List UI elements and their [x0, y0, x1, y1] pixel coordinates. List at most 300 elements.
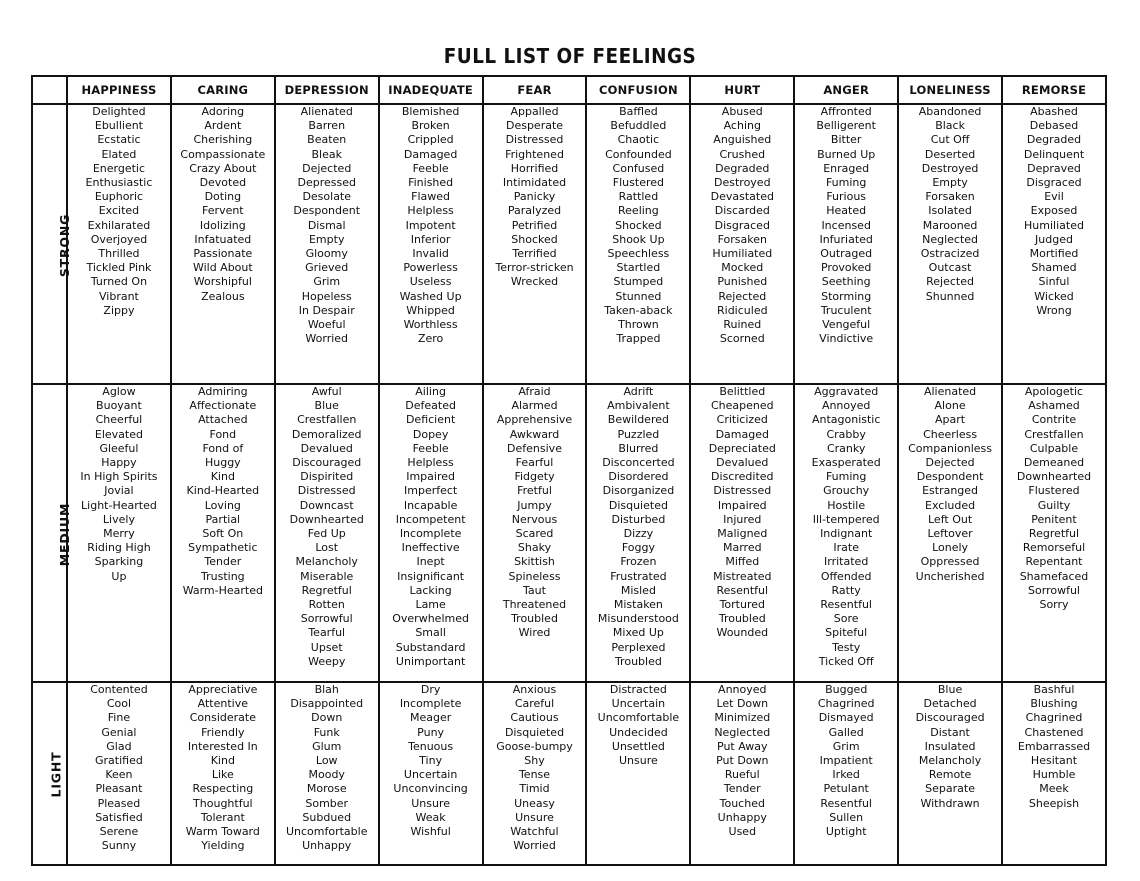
feeling-word: Huggy	[204, 456, 241, 470]
feeling-word: Bitter	[830, 133, 862, 147]
feeling-word: Ridiculed	[717, 303, 768, 317]
feeling-word: Put Away	[717, 739, 768, 753]
feeling-word: Terrified	[512, 247, 557, 261]
feeling-word: Kind	[210, 754, 235, 768]
feeling-word: Skittish	[514, 555, 555, 569]
feeling-word: Vindictive	[819, 332, 874, 346]
feeling-word: Dizzy	[623, 527, 654, 541]
feeling-word: Remorseful	[1022, 541, 1086, 555]
feeling-word: Annoyed	[821, 399, 871, 413]
feeling-word: Fervent	[202, 204, 244, 218]
feeling-word: Worried	[513, 839, 556, 853]
feeling-word: Galled	[828, 725, 864, 739]
feeling-word: Invalid	[412, 247, 449, 261]
feeling-word: Aglow	[102, 385, 136, 398]
feeling-word: Nervous	[511, 512, 558, 526]
feeling-word: Mixed Up	[612, 626, 664, 640]
feeling-word: Discarded	[714, 204, 770, 218]
feeling-word: Maligned	[717, 527, 768, 541]
feeling-word: Downhearted	[289, 512, 364, 526]
feeling-word: Kind-Hearted	[186, 484, 260, 498]
feeling-word: Separate	[925, 782, 975, 796]
feelings-cell	[483, 104, 587, 384]
feeling-word: Broken	[411, 119, 450, 133]
feeling-word: Wrecked	[510, 275, 559, 289]
feeling-word: Seething	[821, 275, 871, 289]
feeling-word: Shaky	[517, 541, 552, 555]
feeling-word: Foggy	[621, 541, 655, 555]
feeling-word: Glum	[312, 739, 342, 753]
feeling-word: In Despair	[298, 303, 355, 317]
feeling-word: Cherishing	[193, 133, 253, 147]
feeling-word: Discouraged	[292, 456, 362, 470]
feeling-word: Shamefaced	[1019, 569, 1089, 583]
feeling-word: Horrified	[510, 161, 559, 175]
feeling-word: Attentive	[197, 697, 248, 711]
feeling-word: Trapped	[616, 332, 661, 346]
feeling-word: Zippy	[103, 303, 135, 317]
feeling-word: Outraged	[820, 247, 873, 261]
feeling-word: Incompetent	[395, 512, 466, 526]
feeling-word: Lively	[102, 512, 135, 526]
feeling-word: Indignant	[820, 527, 873, 541]
feeling-word: Rejected	[926, 275, 974, 289]
feeling-word: Buoyant	[96, 399, 142, 413]
feeling-word: Fuming	[825, 176, 867, 190]
feeling-word: Unsure	[619, 754, 658, 768]
feeling-word: Sympathetic	[188, 541, 258, 555]
feeling-word: Degraded	[1026, 133, 1082, 147]
feeling-word: Up	[111, 569, 127, 583]
feeling-word: Destroyed	[714, 176, 771, 190]
feeling-word: Disorganized	[602, 484, 675, 498]
feeling-word: Useless	[409, 275, 452, 289]
feeling-word: Tender	[723, 782, 761, 796]
row-label-cell	[32, 104, 73, 384]
feeling-word: Wild About	[192, 261, 253, 275]
feeling-word: Kind	[210, 470, 235, 484]
feeling-word: Embarrassed	[1017, 739, 1091, 753]
feeling-word: Small	[415, 626, 446, 640]
feeling-word: Devalued	[716, 456, 769, 470]
feeling-word: Demeaned	[1023, 456, 1085, 470]
feeling-word: Downhearted	[1016, 470, 1092, 484]
feeling-word: Depressed	[297, 176, 356, 190]
feeling-word: Apologetic	[1024, 385, 1084, 398]
feeling-word: Alarmed	[511, 399, 558, 413]
feeling-word: Gloomy	[305, 247, 348, 261]
corner-cell	[32, 76, 67, 104]
feeling-word: Unhappy	[302, 839, 352, 853]
feeling-word: Merry	[103, 527, 135, 541]
feeling-word: Down	[311, 711, 343, 725]
feeling-word: Disgraced	[714, 218, 770, 232]
feeling-word: Startled	[616, 261, 661, 275]
feeling-word: Annoyed	[718, 683, 767, 696]
feeling-word: Warm Toward	[185, 825, 260, 839]
feeling-word: Leftover	[927, 527, 973, 541]
feeling-word: Spineless	[508, 569, 561, 583]
feeling-word: Sorrowful	[300, 612, 353, 626]
feeling-word: Infatuated	[194, 232, 252, 246]
feeling-word: Debased	[1029, 119, 1079, 133]
feeling-word: Delighted	[92, 105, 146, 118]
feeling-word: Adrift	[623, 385, 654, 398]
row-label: STRONG	[57, 213, 73, 277]
feeling-word: Like	[211, 768, 234, 782]
feelings-cell	[690, 104, 794, 384]
feeling-word: Chagrined	[817, 697, 875, 711]
feeling-word: Defeated	[405, 399, 456, 413]
feeling-word: Scared	[515, 527, 554, 541]
feeling-word: Bugged	[825, 683, 868, 696]
feeling-word: Dejected	[925, 456, 975, 470]
feeling-word: Admiring	[198, 385, 248, 398]
feeling-word: Shunned	[925, 289, 975, 303]
feeling-word: Ratty	[831, 583, 861, 597]
feeling-word: Shamed	[1031, 261, 1077, 275]
feeling-word: Petulant	[823, 782, 869, 796]
feeling-word: Contented	[90, 683, 148, 696]
feeling-word: Respecting	[192, 782, 254, 796]
feeling-word: Spiteful	[825, 626, 868, 640]
feeling-word: Fond of	[202, 441, 244, 455]
feeling-word: Cool	[106, 697, 132, 711]
feelings-cell	[586, 682, 690, 865]
feeling-word: Subdued	[302, 810, 352, 824]
feeling-word: Enthusiastic	[85, 176, 153, 190]
feeling-word: Meager	[409, 711, 452, 725]
feeling-word: Sore	[833, 612, 859, 626]
feeling-word: Distressed	[505, 133, 564, 147]
feeling-word: Light-Hearted	[81, 498, 157, 512]
feeling-word: Fidgety	[514, 470, 555, 484]
feeling-word: Devoted	[199, 176, 247, 190]
feeling-word: Blue	[314, 399, 339, 413]
feeling-word: Serene	[99, 825, 139, 839]
feeling-word: Jovial	[104, 484, 134, 498]
feeling-word: Disquieted	[608, 498, 668, 512]
feeling-word: Flustered	[1028, 484, 1080, 498]
feelings-cell	[171, 384, 275, 682]
feeling-word: Worthless	[403, 318, 458, 332]
feeling-word: Chaotic	[617, 133, 660, 147]
feeling-word: Fuming	[825, 470, 867, 484]
feeling-word: Regretful	[1028, 527, 1080, 541]
feeling-word: Overjoyed	[90, 232, 148, 246]
feeling-word: Timid	[519, 782, 550, 796]
feeling-word: Keen	[105, 768, 133, 782]
feelings-cell	[67, 384, 171, 682]
feeling-word: Forsaken	[925, 190, 975, 204]
feelings-cell	[379, 384, 483, 682]
feeling-word: Uncertain	[611, 697, 666, 711]
feeling-word: Marooned	[922, 218, 978, 232]
feeling-word: Exhilarated	[87, 218, 151, 232]
feeling-word: Insulated	[924, 739, 976, 753]
feeling-word: Regretful	[301, 583, 352, 597]
feeling-word: Antagonistic	[811, 413, 881, 427]
feeling-word: Appalled	[510, 105, 559, 118]
feeling-word: Perplexed	[611, 640, 666, 654]
feeling-word: Fine	[107, 711, 131, 725]
feeling-word: Affectionate	[189, 399, 257, 413]
feeling-word: Ruined	[723, 318, 762, 332]
feeling-word: Ecstatic	[97, 133, 141, 147]
row-label-cell	[32, 384, 73, 682]
column-header: REMORSE	[1002, 76, 1106, 104]
feeling-word: Bewildered	[607, 413, 669, 427]
feeling-word: Injured	[723, 512, 762, 526]
feeling-word: Lacking	[409, 583, 452, 597]
intensity-row	[32, 384, 1106, 682]
feeling-word: Misunderstood	[597, 612, 679, 626]
feeling-word: Tiny	[419, 754, 443, 768]
feeling-word: Distant	[930, 725, 970, 739]
feeling-word: Disturbed	[611, 512, 666, 526]
feeling-word: Friendly	[201, 725, 245, 739]
feeling-word: Helpless	[407, 456, 454, 470]
feeling-word: Melancholy	[295, 555, 358, 569]
feeling-word: Blue	[937, 683, 963, 696]
feeling-word: Considerate	[189, 711, 256, 725]
feeling-word: Burned Up	[817, 147, 876, 161]
feeling-word: Vibrant	[99, 289, 139, 303]
feelings-cell	[898, 384, 1002, 682]
feeling-word: Repentant	[1025, 555, 1083, 569]
intensity-row	[32, 104, 1106, 384]
feeling-word: Disquieted	[504, 725, 565, 739]
feeling-word: Rotten	[308, 598, 345, 612]
feeling-word: Loving	[204, 498, 241, 512]
feeling-word: Offended	[820, 569, 872, 583]
feelings-cell	[275, 384, 379, 682]
feeling-word: Ebullient	[94, 119, 143, 133]
feeling-word: Ticked Off	[818, 654, 874, 668]
feeling-word: Desperate	[505, 119, 564, 133]
feeling-word: Rejected	[718, 289, 767, 303]
feeling-word: Chastened	[1024, 725, 1084, 739]
feeling-word: Aching	[723, 119, 761, 133]
feeling-word: Marred	[722, 541, 762, 555]
feeling-word: Low	[315, 754, 338, 768]
feeling-word: Reeling	[618, 204, 659, 218]
feeling-word: Mocked	[721, 261, 764, 275]
feeling-word: Vengeful	[822, 318, 871, 332]
feeling-word: Incapable	[403, 498, 458, 512]
column-header: DEPRESSION	[275, 76, 379, 104]
feelings-cell	[794, 682, 898, 865]
feelings-cell	[690, 682, 794, 865]
feeling-word: Depreciated	[708, 441, 776, 455]
feeling-word: Black	[935, 119, 965, 133]
feeling-word: Cheerful	[95, 413, 143, 427]
feeling-word: Moody	[308, 768, 345, 782]
feeling-word: Paralyzed	[507, 204, 562, 218]
feeling-word: Yielding	[201, 839, 245, 853]
feeling-word: Sullen	[829, 810, 864, 824]
column-header: HURT	[690, 76, 794, 104]
feeling-word: Woeful	[307, 318, 346, 332]
feeling-word: Infuriated	[819, 232, 873, 246]
feeling-word: Uneasy	[514, 796, 555, 810]
feelings-cell	[379, 682, 483, 865]
feeling-word: Deficient	[405, 413, 456, 427]
feeling-word: Crazy About	[189, 161, 257, 175]
column-header: HAPPINESS	[67, 76, 171, 104]
feeling-word: Soft On	[202, 527, 244, 541]
feeling-word: Guilty	[1037, 498, 1071, 512]
feelings-cell	[483, 682, 587, 865]
feelings-table	[31, 75, 1107, 866]
feeling-word: Cautious	[510, 711, 559, 725]
feeling-word: Abused	[721, 105, 763, 118]
feeling-word: Blurred	[618, 441, 659, 455]
feeling-word: Pleased	[97, 796, 141, 810]
feeling-word: Tortured	[719, 598, 765, 612]
feeling-word: Warm-Hearted	[182, 583, 263, 597]
feeling-word: Discouraged	[915, 711, 985, 725]
feeling-word: Sheepish	[1028, 796, 1080, 810]
feeling-word: Sunny	[101, 839, 137, 853]
feeling-word: Humble	[1032, 768, 1076, 782]
feeling-word: Evil	[1044, 190, 1064, 204]
feeling-word: Left Out	[928, 512, 973, 526]
feeling-word: Afraid	[518, 385, 551, 398]
feeling-word: Incomplete	[399, 527, 462, 541]
feeling-word: Incensed	[821, 218, 871, 232]
feeling-word: Exasperated	[811, 456, 881, 470]
feeling-word: Riding High	[87, 541, 151, 555]
feeling-word: Substandard	[395, 640, 466, 654]
feeling-word: Remote	[928, 768, 972, 782]
feeling-word: Unsure	[515, 810, 554, 824]
feeling-word: Humiliated	[1024, 218, 1084, 232]
feelings-cell	[67, 682, 171, 865]
feeling-word: Despondent	[293, 204, 361, 218]
feeling-word: Flawed	[411, 190, 451, 204]
feeling-word: Worshipful	[193, 275, 252, 289]
feeling-word: Euphoric	[94, 190, 144, 204]
feeling-word: Tense	[518, 768, 551, 782]
feeling-word: Wired	[518, 626, 551, 640]
feeling-word: Neglected	[922, 232, 979, 246]
feeling-word: Wrong	[1036, 303, 1072, 317]
feeling-word: Unconvincing	[393, 782, 468, 796]
feeling-word: Gratified	[95, 754, 143, 768]
feeling-word: Tender	[204, 555, 242, 569]
feeling-word: Sinful	[1038, 275, 1070, 289]
feeling-word: Powerless	[403, 261, 458, 275]
feeling-word: Finished	[408, 176, 454, 190]
feeling-word: Testy	[832, 640, 861, 654]
feeling-word: Ostracized	[920, 247, 980, 261]
feeling-word: Defensive	[507, 441, 562, 455]
feeling-word: Downcast	[299, 498, 354, 512]
feeling-word: Discredited	[711, 470, 774, 484]
feeling-word: Uncherished	[915, 569, 985, 583]
feeling-word: Confused	[612, 161, 665, 175]
feeling-word: Whipped	[406, 303, 455, 317]
feeling-word: Troubled	[614, 654, 662, 668]
feeling-word: Upset	[310, 640, 343, 654]
feeling-word: Depraved	[1027, 161, 1081, 175]
feeling-word: Fed Up	[307, 527, 346, 541]
feelings-cell	[586, 384, 690, 682]
feeling-word: Demoralized	[291, 427, 362, 441]
feeling-word: Lost	[315, 541, 339, 555]
feelings-cell	[67, 104, 171, 384]
feeling-word: Shocked	[511, 232, 558, 246]
feeling-word: Dejected	[302, 161, 352, 175]
feeling-word: Gleeful	[99, 441, 139, 455]
feeling-word: Mortified	[1029, 247, 1079, 261]
feeling-word: Zero	[417, 332, 444, 346]
feeling-word: Crushed	[719, 147, 766, 161]
feeling-word: Resentful	[820, 598, 872, 612]
feeling-word: Crestfallen	[297, 413, 357, 427]
feeling-word: Miffed	[725, 555, 760, 569]
feeling-word: Humiliated	[712, 247, 773, 261]
intensity-row	[32, 682, 1106, 865]
feeling-word: Apprehensive	[496, 413, 573, 427]
feeling-word: Destroyed	[921, 161, 979, 175]
feeling-word: Impaired	[406, 470, 455, 484]
feeling-word: Speechless	[607, 247, 670, 261]
feeling-word: Excited	[98, 204, 140, 218]
feeling-word: Alienated	[923, 385, 977, 398]
feeling-word: Undecided	[609, 725, 668, 739]
row-label-cell	[32, 682, 67, 865]
feeling-word: Anxious	[512, 683, 557, 696]
feeling-word: Shocked	[615, 218, 662, 232]
feeling-word: Abashed	[1030, 105, 1078, 118]
feeling-word: Anguished	[713, 133, 772, 147]
feeling-word: Hostile	[827, 498, 866, 512]
feeling-word: Alienated	[300, 105, 353, 118]
feeling-word: Truculent	[820, 303, 872, 317]
feeling-word: Bleak	[311, 147, 342, 161]
feeling-word: Goose-bumpy	[496, 739, 573, 753]
feeling-word: Misled	[620, 583, 656, 597]
feeling-word: Outcast	[928, 261, 972, 275]
feeling-word: Rueful	[724, 768, 760, 782]
feeling-word: Blushing	[1030, 697, 1078, 711]
feeling-word: Ailing	[415, 385, 446, 398]
feeling-word: Fond	[209, 427, 237, 441]
feeling-word: Dismayed	[818, 711, 874, 725]
feeling-word: Sparking	[94, 555, 144, 569]
feeling-word: Let Down	[716, 697, 769, 711]
feeling-word: Desolate	[302, 190, 352, 204]
feeling-word: Hesitant	[1030, 754, 1078, 768]
feeling-word: Blemished	[401, 105, 460, 118]
feelings-cell	[898, 682, 1002, 865]
feeling-word: Cheerless	[923, 427, 978, 441]
feeling-word: Impaired	[717, 498, 767, 512]
feeling-word: Thoughtful	[193, 796, 253, 810]
feeling-word: Feeble	[412, 441, 449, 455]
feeling-word: Thrilled	[98, 247, 140, 261]
feelings-cell	[483, 384, 587, 682]
feeling-word: Scorned	[719, 332, 765, 346]
feeling-word: Happy	[101, 456, 137, 470]
feeling-word: Shy	[524, 754, 545, 768]
feelings-cell	[275, 682, 379, 865]
feeling-word: Energetic	[92, 161, 146, 175]
feeling-word: Puzzled	[617, 427, 660, 441]
feeling-word: Grim	[832, 739, 860, 753]
